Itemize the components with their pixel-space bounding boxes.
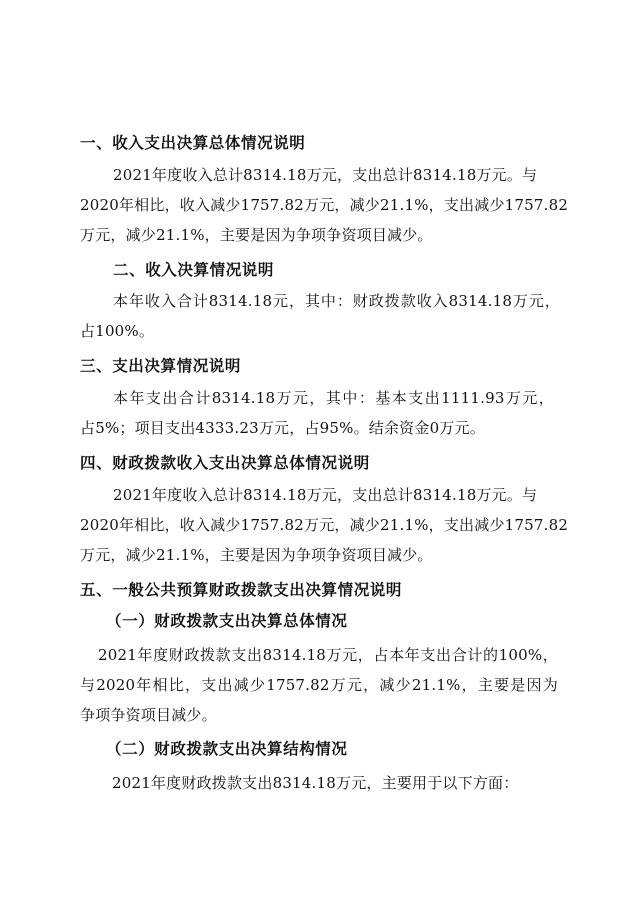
section-heading-4: 四、财政拨款收入支出决算总体情况说明	[80, 454, 370, 472]
section-heading-3: 三、支出决算情况说明	[80, 357, 242, 375]
paragraph-line: 争项争资项目减少。	[80, 706, 217, 724]
paragraph-line: 本年收入合计8314.18元，其中：财政拨款收入8314.18万元，	[113, 292, 560, 310]
paragraph-line: 占100%。	[80, 322, 155, 340]
paragraph-line: 2020年相比，收入减少1757.82万元，减少21.1%，支出减少1757.82	[80, 516, 569, 534]
paragraph-line: 2020年相比，收入减少1757.82万元，减少21.1%，支出减少1757.82	[80, 196, 569, 214]
subsection-heading-1: （一）财政拨款支出决算总体情况	[106, 612, 348, 630]
paragraph-line: 万元，减少21.1%，主要是因为争项争资项目减少。	[80, 546, 433, 564]
section-heading-1: 一、收入支出决算总体情况说明	[80, 134, 306, 152]
section-heading-5: 五、一般公共预算财政拨款支出决算情况说明	[80, 581, 403, 599]
section-heading-2: 二、收入决算情况说明	[113, 261, 275, 279]
paragraph-line: 2021年度财政拨款支出8314.18万元，占本年支出合计的100%，	[98, 646, 558, 664]
paragraph-line: 2021年度财政拨款支出8314.18万元，主要用于以下方面：	[112, 774, 519, 792]
paragraph-line: 2021年度收入总计8314.18万元，支出总计8314.18万元。与	[113, 486, 538, 504]
paragraph-line: 占5%；项目支出4333.23万元，占95%。结余资金0万元。	[80, 419, 485, 437]
subsection-heading-2: （二）财政拨款支出决算结构情况	[106, 740, 348, 758]
paragraph-line: 万元，减少21.1%，主要是因为争项争资项目减少。	[80, 226, 433, 244]
paragraph-line: 与2020年相比，支出减少1757.82万元，减少21.1%，主要是因为	[80, 676, 558, 694]
paragraph-line: 2021年度收入总计8314.18万元，支出总计8314.18万元。与	[113, 166, 538, 184]
paragraph-line: 本年支出合计8314.18万元，其中：基本支出1111.93万元，	[113, 389, 554, 407]
